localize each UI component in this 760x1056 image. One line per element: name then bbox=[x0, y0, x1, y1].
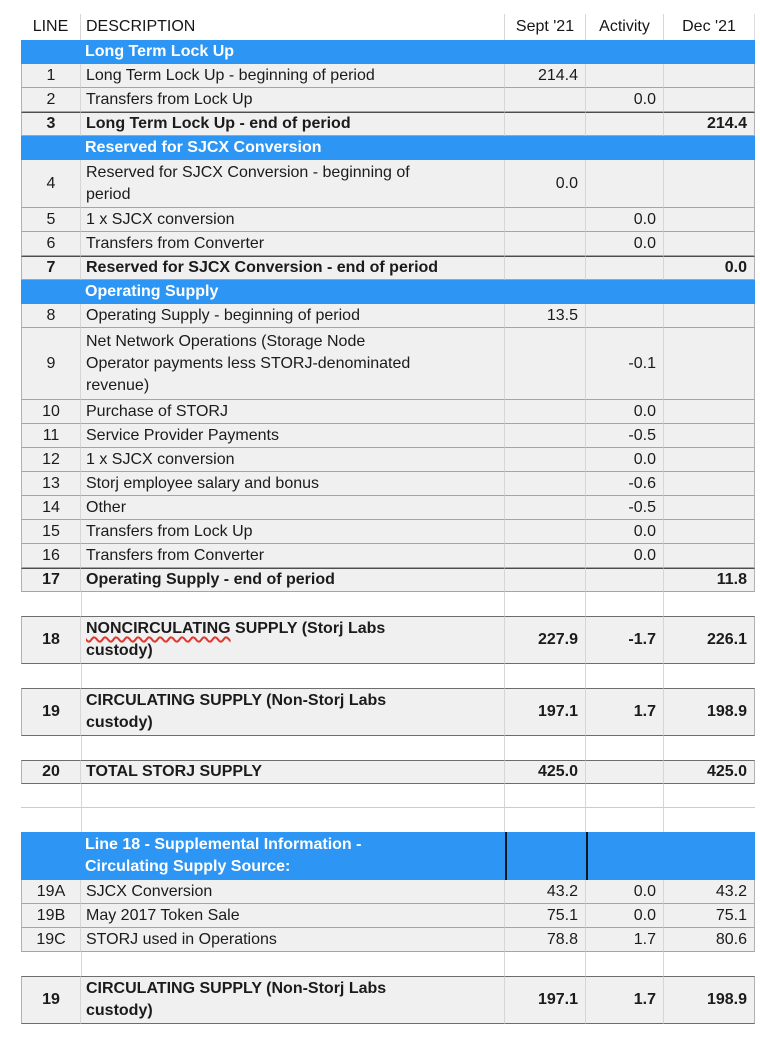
description-line: custody) bbox=[86, 714, 153, 731]
line-number-cell: 15 bbox=[21, 520, 81, 544]
line-number-cell: 11 bbox=[21, 424, 81, 448]
activity-value-cell: 0.0 bbox=[586, 88, 664, 112]
sept-value-cell: 425.0 bbox=[505, 760, 586, 784]
spacer-row bbox=[21, 664, 755, 688]
description-cell: Long Term Lock Up - beginning of period bbox=[81, 64, 505, 88]
table-row bbox=[21, 328, 755, 400]
section-title-line: Circulating Supply Source: bbox=[85, 858, 291, 875]
activity-value-cell: -0.5 bbox=[586, 496, 664, 520]
dec-value-cell bbox=[664, 472, 755, 496]
table-row bbox=[21, 976, 755, 1024]
header-line-column: LINE bbox=[21, 14, 81, 40]
activity-value-cell: 0.0 bbox=[586, 400, 664, 424]
table-row bbox=[21, 880, 755, 904]
dec-value-cell bbox=[664, 160, 755, 208]
dec-value-cell bbox=[664, 544, 755, 568]
activity-value-cell: 0.0 bbox=[586, 448, 664, 472]
description-cell: Long Term Lock Up - end of period bbox=[81, 112, 505, 136]
description-cell bbox=[81, 160, 505, 208]
activity-value-cell bbox=[586, 64, 664, 88]
dec-value-cell bbox=[664, 208, 755, 232]
sept-value-cell: 13.5 bbox=[505, 304, 586, 328]
spacer-cell bbox=[586, 952, 664, 976]
section-title-line: Line 18 - Supplemental Information - bbox=[85, 836, 362, 853]
sept-value-cell: 197.1 bbox=[505, 688, 586, 736]
table-row bbox=[21, 88, 755, 112]
section-header-row bbox=[21, 136, 755, 160]
activity-value-cell: 1.7 bbox=[586, 928, 664, 952]
section-sept-segment bbox=[505, 832, 586, 880]
section-title-lines bbox=[85, 834, 361, 878]
line-number-cell: 5 bbox=[21, 208, 81, 232]
line-number-cell: 14 bbox=[21, 496, 81, 520]
line-number-cell: 19 bbox=[21, 976, 81, 1024]
activity-value-cell bbox=[586, 304, 664, 328]
description-line: revenue) bbox=[86, 376, 150, 394]
line-number-cell: 19B bbox=[21, 904, 81, 928]
spacer-cell bbox=[81, 808, 505, 832]
sept-value-cell bbox=[505, 208, 586, 232]
dec-value-cell: 198.9 bbox=[664, 976, 755, 1024]
dec-value-cell bbox=[664, 400, 755, 424]
table-row bbox=[21, 616, 755, 664]
table-row bbox=[21, 208, 755, 232]
sept-value-cell bbox=[505, 520, 586, 544]
sept-value-cell: 197.1 bbox=[505, 976, 586, 1024]
section-title: Reserved for SJCX Conversion bbox=[85, 139, 322, 156]
spacer-cell bbox=[21, 784, 81, 808]
spacer-cell bbox=[664, 592, 755, 616]
sept-value-cell bbox=[505, 400, 586, 424]
dec-value-cell bbox=[664, 448, 755, 472]
section-title: Operating Supply bbox=[85, 283, 219, 300]
dec-value-cell: 80.6 bbox=[664, 928, 755, 952]
section-header-row bbox=[21, 832, 755, 880]
header-activity-column: Activity bbox=[586, 14, 664, 40]
table-row bbox=[21, 544, 755, 568]
description-cell: Operating Supply - end of period bbox=[81, 568, 505, 592]
sept-value-cell bbox=[505, 496, 586, 520]
table-row bbox=[21, 424, 755, 448]
description-cell bbox=[81, 976, 505, 1024]
activity-value-cell bbox=[586, 160, 664, 208]
description-line: custody) bbox=[86, 1002, 153, 1019]
description-line: Net Network Operations (Storage Node bbox=[86, 332, 366, 350]
dec-value-cell bbox=[664, 328, 755, 400]
description-line: Reserved for SJCX Conversion - beginning of bbox=[86, 163, 410, 181]
table-row bbox=[21, 688, 755, 736]
table-row bbox=[21, 232, 755, 256]
header-sept-column: Sept '21 bbox=[505, 14, 586, 40]
sept-value-cell bbox=[505, 328, 586, 400]
description-cell bbox=[81, 616, 505, 664]
spacer-cell bbox=[664, 952, 755, 976]
activity-value-cell: -0.1 bbox=[586, 328, 664, 400]
spacer-cell bbox=[81, 952, 505, 976]
activity-value-cell bbox=[586, 568, 664, 592]
description-cell: STORJ used in Operations bbox=[81, 928, 505, 952]
sept-value-cell: 75.1 bbox=[505, 904, 586, 928]
sept-value-cell bbox=[505, 448, 586, 472]
activity-value-cell: -0.6 bbox=[586, 472, 664, 496]
line-number-cell: 7 bbox=[21, 256, 81, 280]
table-header-row bbox=[21, 14, 755, 40]
description-cell: Transfers from Converter bbox=[81, 544, 505, 568]
line-number-cell: 1 bbox=[21, 64, 81, 88]
line-number-cell: 12 bbox=[21, 448, 81, 472]
spacer-cell bbox=[505, 808, 586, 832]
table-row bbox=[21, 568, 755, 592]
description-line: CIRCULATING SUPPLY (Non-Storj Labs bbox=[86, 692, 387, 709]
spacer-cell bbox=[586, 736, 664, 760]
spacer-cell bbox=[586, 784, 664, 808]
spacer-cell bbox=[81, 664, 505, 688]
description-cell: Transfers from Converter bbox=[81, 232, 505, 256]
table-row bbox=[21, 400, 755, 424]
activity-value-cell: 0.0 bbox=[586, 232, 664, 256]
activity-value-cell: 1.7 bbox=[586, 976, 664, 1024]
dec-value-cell bbox=[664, 232, 755, 256]
section-header-row bbox=[21, 280, 755, 304]
section-header-row bbox=[21, 40, 755, 64]
activity-value-cell bbox=[586, 256, 664, 280]
dec-value-cell: 75.1 bbox=[664, 904, 755, 928]
activity-value-cell: 0.0 bbox=[586, 880, 664, 904]
spacer-cell bbox=[21, 808, 81, 832]
line-number-cell: 18 bbox=[21, 616, 81, 664]
line-number-cell: 9 bbox=[21, 328, 81, 400]
supply-table bbox=[21, 14, 755, 1024]
description-cell: Storj employee salary and bonus bbox=[81, 472, 505, 496]
line-number-cell: 19C bbox=[21, 928, 81, 952]
spacer-cell bbox=[21, 592, 81, 616]
description-cell: TOTAL STORJ SUPPLY bbox=[81, 760, 505, 784]
dec-value-cell bbox=[664, 304, 755, 328]
spacer-cell bbox=[21, 952, 81, 976]
table-row bbox=[21, 520, 755, 544]
description-cell: Reserved for SJCX Conversion - end of period bbox=[81, 256, 505, 280]
description-text bbox=[86, 978, 386, 1022]
dec-value-cell: 226.1 bbox=[664, 616, 755, 664]
spacer-cell bbox=[81, 736, 505, 760]
spacer-row bbox=[21, 736, 755, 760]
description-cell: May 2017 Token Sale bbox=[81, 904, 505, 928]
dec-value-cell bbox=[664, 88, 755, 112]
dec-value-cell bbox=[664, 424, 755, 448]
line-number-cell: 20 bbox=[21, 760, 81, 784]
section-title: Long Term Lock Up bbox=[85, 43, 235, 60]
description-line: Operator payments less STORJ-denominated bbox=[86, 354, 411, 372]
description-cell: Service Provider Payments bbox=[81, 424, 505, 448]
spacer-cell bbox=[81, 784, 505, 808]
header-description-column: DESCRIPTION bbox=[81, 14, 505, 40]
spacer-cell bbox=[505, 592, 586, 616]
description-text bbox=[86, 162, 410, 206]
line-number-cell: 19A bbox=[21, 880, 81, 904]
spacer-cell bbox=[586, 808, 664, 832]
line-number-cell: 6 bbox=[21, 232, 81, 256]
spacer-cell bbox=[505, 952, 586, 976]
description-line: period bbox=[86, 185, 131, 203]
header-dec-column: Dec '21 bbox=[664, 14, 755, 40]
spacer-cell bbox=[664, 736, 755, 760]
spacer-cell bbox=[21, 664, 81, 688]
line-number-cell: 10 bbox=[21, 400, 81, 424]
spacer-row bbox=[21, 952, 755, 976]
spacer-cell bbox=[586, 592, 664, 616]
spacer-cell bbox=[21, 736, 81, 760]
description-cell: 1 x SJCX conversion bbox=[81, 208, 505, 232]
table-row bbox=[21, 496, 755, 520]
spacer-row bbox=[21, 592, 755, 616]
sept-value-cell bbox=[505, 472, 586, 496]
description-line-rest: SUPPLY (Storj Labs bbox=[230, 620, 386, 637]
dec-value-cell bbox=[664, 520, 755, 544]
sept-value-cell bbox=[505, 112, 586, 136]
description-text bbox=[86, 618, 385, 662]
sept-value-cell bbox=[505, 568, 586, 592]
sept-value-cell bbox=[505, 544, 586, 568]
description-cell bbox=[81, 688, 505, 736]
table-row bbox=[21, 928, 755, 952]
activity-value-cell: 0.0 bbox=[586, 520, 664, 544]
misspelled-word: NONCIRCULATING bbox=[86, 620, 231, 637]
line-number-cell: 17 bbox=[21, 568, 81, 592]
dec-value-cell bbox=[664, 496, 755, 520]
description-cell: Operating Supply - beginning of period bbox=[81, 304, 505, 328]
description-text bbox=[86, 690, 386, 734]
activity-value-cell: 0.0 bbox=[586, 208, 664, 232]
description-cell: Other bbox=[81, 496, 505, 520]
sept-value-cell bbox=[505, 424, 586, 448]
activity-value-cell: -0.5 bbox=[586, 424, 664, 448]
spacer-cell bbox=[586, 664, 664, 688]
table-row bbox=[21, 112, 755, 136]
activity-value-cell: -1.7 bbox=[586, 616, 664, 664]
description-line: custody) bbox=[86, 642, 153, 659]
description-cell: Purchase of STORJ bbox=[81, 400, 505, 424]
dec-value-cell bbox=[664, 64, 755, 88]
table-row bbox=[21, 448, 755, 472]
activity-value-cell: 0.0 bbox=[586, 544, 664, 568]
sept-value-cell: 43.2 bbox=[505, 880, 586, 904]
activity-value-cell: 1.7 bbox=[586, 688, 664, 736]
description-cell: 1 x SJCX conversion bbox=[81, 448, 505, 472]
line-number-cell: 16 bbox=[21, 544, 81, 568]
spacer-cell bbox=[664, 784, 755, 808]
sept-value-cell bbox=[505, 256, 586, 280]
table-row bbox=[21, 304, 755, 328]
dec-value-cell: 0.0 bbox=[664, 256, 755, 280]
table-row bbox=[21, 904, 755, 928]
sept-value-cell bbox=[505, 88, 586, 112]
spacer-cell bbox=[505, 736, 586, 760]
spacer-cell bbox=[664, 664, 755, 688]
table-row bbox=[21, 256, 755, 280]
table-row bbox=[21, 472, 755, 496]
table-row bbox=[21, 64, 755, 88]
description-cell: SJCX Conversion bbox=[81, 880, 505, 904]
description-line: CIRCULATING SUPPLY (Non-Storj Labs bbox=[86, 980, 387, 997]
sept-value-cell: 227.9 bbox=[505, 616, 586, 664]
spacer-cell bbox=[505, 784, 586, 808]
line-number-cell: 13 bbox=[21, 472, 81, 496]
sept-value-cell: 214.4 bbox=[505, 64, 586, 88]
table-row bbox=[21, 760, 755, 784]
dec-value-cell: 198.9 bbox=[664, 688, 755, 736]
description-cell: Transfers from Lock Up bbox=[81, 88, 505, 112]
description-cell: Transfers from Lock Up bbox=[81, 520, 505, 544]
dec-value-cell: 11.8 bbox=[664, 568, 755, 592]
section-activity-dec-segment bbox=[586, 832, 755, 880]
dec-value-cell: 214.4 bbox=[664, 112, 755, 136]
sept-value-cell bbox=[505, 232, 586, 256]
spacer-cell bbox=[505, 664, 586, 688]
dec-value-cell: 43.2 bbox=[664, 880, 755, 904]
spacer-row bbox=[21, 808, 755, 832]
dec-value-cell: 425.0 bbox=[664, 760, 755, 784]
sept-value-cell: 0.0 bbox=[505, 160, 586, 208]
spacer-row bbox=[21, 784, 755, 808]
line-number-cell: 19 bbox=[21, 688, 81, 736]
spacer-cell bbox=[81, 592, 505, 616]
line-number-cell: 2 bbox=[21, 88, 81, 112]
activity-value-cell bbox=[586, 760, 664, 784]
section-title bbox=[21, 832, 505, 880]
description-cell bbox=[81, 328, 505, 400]
sept-value-cell: 78.8 bbox=[505, 928, 586, 952]
description-text bbox=[86, 331, 410, 397]
table-row bbox=[21, 160, 755, 208]
description-line bbox=[86, 618, 385, 640]
spacer-cell bbox=[664, 808, 755, 832]
activity-value-cell bbox=[586, 112, 664, 136]
activity-value-cell: 0.0 bbox=[586, 904, 664, 928]
line-number-cell: 8 bbox=[21, 304, 81, 328]
line-number-cell: 4 bbox=[21, 160, 81, 208]
line-number-cell: 3 bbox=[21, 112, 81, 136]
